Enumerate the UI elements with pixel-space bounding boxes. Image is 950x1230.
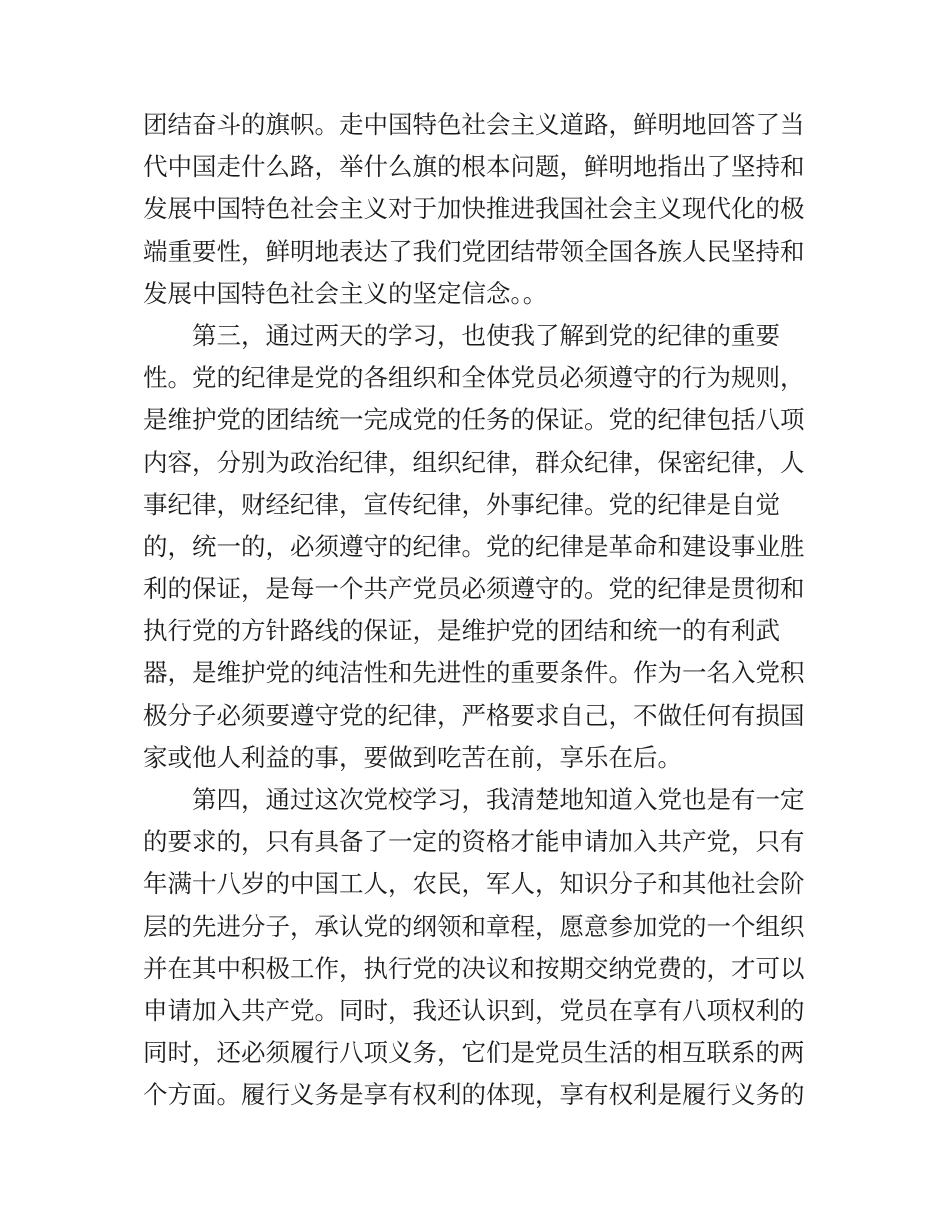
text-line: 内容，分别为政治纪律，组织纪律，群众纪律，保密纪律，人	[143, 447, 805, 477]
text-line: 的，统一的，必须遵守的纪律。党的纪律是革命和建设事业胜	[143, 531, 805, 561]
text-line: 性。党的纪律是党的各组织和全体党员必须遵守的行为规则，	[143, 363, 805, 393]
paragraph-start-line: 第四，通过这次党校学习，我清楚地知道入党也是有一定	[192, 785, 805, 814]
text-line: 申请加入共产党。同时，我还认识到，党员在享有八项权利的	[143, 995, 805, 1025]
text-line: 层的先进分子，承认党的纲领和章程，愿意参加党的一个组织	[143, 911, 805, 941]
text-line: 团结奋斗的旗帜。走中国特色社会主义道路，鲜明地回答了当	[143, 110, 805, 139]
text-line: 发展中国特色社会主义的坚定信念。。	[143, 278, 548, 308]
text-line: 端重要性，鲜明地表达了我们党团结带领全国各族人民坚持和	[143, 236, 805, 266]
body-text	[143, 104, 823, 1117]
text-line: 发展中国特色社会主义对于加快推进我国社会主义现代化的极	[143, 194, 805, 224]
text-line: 家或他人利益的事，要做到吃苦在前，享乐在后。	[143, 742, 682, 772]
text-line: 执行党的方针路线的保证，是维护党的团结和统一的有利武	[143, 616, 780, 646]
text-line: 个方面。履行义务是享有权利的体现，享有权利是履行义务的	[143, 1080, 805, 1110]
paragraph-start-line: 第三，通过两天的学习，也使我了解到党的纪律的重要	[192, 320, 780, 350]
text-line: 事纪律，财经纪律，宣传纪律，外事纪律。党的纪律是自觉	[143, 489, 780, 519]
text-line: 极分子必须要遵守党的纪律，严格要求自己，不做任何有损国	[143, 700, 805, 730]
text-line: 的要求的，只有具备了一定的资格才能申请加入共产党，只有	[143, 827, 805, 857]
text-line: 年满十八岁的中国工人，农民，军人，知识分子和其他社会阶	[143, 869, 805, 899]
text-line: 代中国走什么路，举什么旗的根本问题，鲜明地指出了坚持和	[143, 152, 805, 182]
text-line: 是维护党的团结统一完成党的任务的保证。党的纪律包括八项	[143, 405, 805, 435]
text-line: 同时，还必须履行八项义务，它们是党员生活的相互联系的两	[143, 1038, 805, 1068]
text-line: 并在其中积极工作，执行党的决议和按期交纳党费的，才可以	[143, 953, 805, 983]
text-line: 利的保证，是每一个共产党员必须遵守的。党的纪律是贯彻和	[143, 574, 805, 604]
text-line: 器，是维护党的纯洁性和先进性的重要条件。作为一名入党积	[143, 658, 805, 688]
